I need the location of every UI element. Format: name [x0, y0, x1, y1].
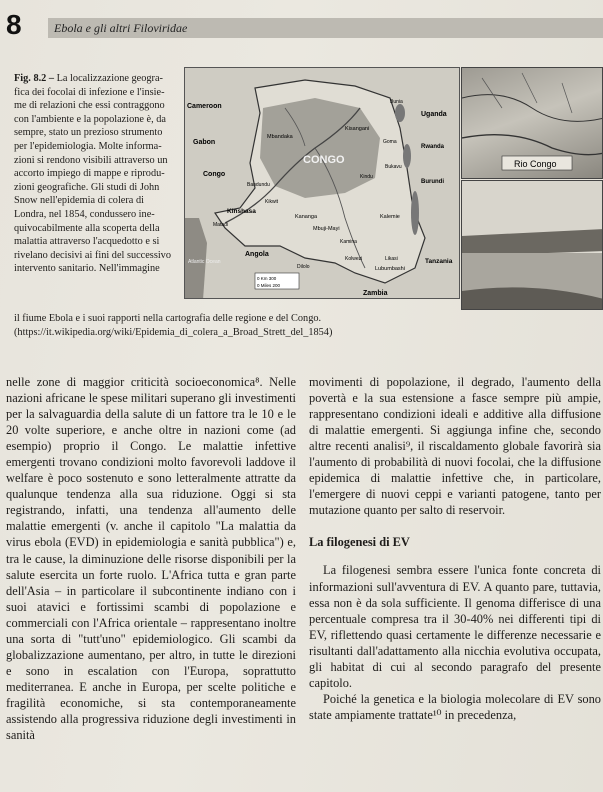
map-label-likasi: Likasi	[385, 256, 398, 262]
map-label-cameroon: Cameroon	[187, 103, 222, 110]
lake-tanganyika	[411, 191, 419, 235]
caption-line: zioni si rendono visibili attraverso un	[14, 154, 168, 166]
caption-line: Snow nell'epidemia di colera di	[14, 195, 144, 207]
lake-albert	[395, 104, 405, 122]
caption-source-url: (https://it.wikipedia.org/wiki/Epidemia_di_colera_a_Broad_Strett_del_1854)	[14, 326, 333, 338]
river-sketch-graphic	[462, 68, 603, 179]
sky	[462, 181, 603, 236]
map-label-lubumbashi: Lubumbashi	[375, 266, 405, 272]
caption-line: me di relazioni che essi contraggono	[14, 100, 165, 112]
caption-line: Londra, nel 1854, condussero ine-	[14, 208, 155, 220]
map-label-congo: Congo	[203, 171, 226, 178]
caption-line: per l'epidemiologia. Molte informa-	[14, 140, 162, 152]
body-paragraph: Poiché la genetica e la biologia molecolare di EV sono state ampiamente trattate¹⁰ in precedenza,	[309, 691, 601, 722]
map-label-mbuji-mayi: Mbuji-Mayi	[313, 226, 340, 232]
figure-caption	[14, 72, 180, 276]
river-landscape-graphic	[462, 181, 603, 310]
map-label-angola: Angola	[245, 251, 269, 258]
caption-line: accorto impiego di mappe e riprodu-	[14, 168, 165, 180]
sketch-tributary	[482, 73, 572, 113]
map-label-kisangani: Kisangani	[345, 126, 370, 132]
caption-line: il fiume Ebola e i suoi rapporti nella cartografia delle regione e del Congo.	[14, 313, 322, 324]
map-label-matadi: Matadi	[213, 222, 229, 228]
body-paragraph: La filogenesi sembra essere l'unica fonte concreta di informazioni sull'avventura di EV. A quanto pare, tuttavia, essa non è da sola sufficiente. Il genoma differisce di una percentuale compresa tra il 30-40% nei differenti tipi di EV, riflettendo quasi certamente le differenze necessarie e risultanti dall'adattamento alla nicchia evolutiva occupata, gli habitat di cui al secondo paragrafo del presente capitolo.	[309, 563, 601, 690]
map-label-burundi: Burundi	[421, 179, 444, 185]
caption-line: sempre, stato un prezioso strumento	[14, 127, 163, 139]
text-column-left	[6, 374, 296, 743]
photo-label-rio-congo: Rio Congo	[514, 159, 557, 169]
body-paragraph: nelle zone di maggior criticità socioeconomica⁸. Nelle nazioni africane le spese militari superano gli investimenti per la salvaguardia della salute di un fattore tra le 10 e le 20 volte superiore, e anche oltre in nazioni come (ad esempio) proprio il Congo. Le malattie infettive emergenti trovano condizioni molto favorevoli laddove il welfare è poco sostenuto e sono letteralmente attratte da qualunque tendenza alla sua riduzione. Oggi si sta registrando, infatti, una tendenza all'aumento delle malattie emergenti (v. anche il capitolo "La malattia da virus ebola (EVD) in epidemiologia e sanità pubblica") e, tra le cause, la diminuzione delle risorse disponibili per la salute esercita un forte ruolo. L'Africa tutta e gran parte dell'Asia – in particolare il subcontinente indiano con i suoi atavici e fortissimi scambi di popolazione e commerciali con l'Africa orientale – rappresentano inoltre una sorta di "tutt'uno" epidemiologico. Gli scambi da globalizzazione aumentano, per altro, in tutte le direzioni e sono in escalation con l'Europa, soprattutto mediterranea. E anche in Europa, per scelte politiche e fragilità economiche, si sta contemporaneamente assistendo alla progressiva riduzione degli investimenti in sanità	[6, 375, 296, 743]
text-column-right	[309, 374, 601, 723]
map-label-bukavu: Bukavu	[385, 164, 402, 170]
caption-line: con l'ambiente e la popolazione è, da	[14, 113, 166, 125]
section-heading: La filogenesi di EV	[309, 535, 410, 550]
caption-line: malattia attraverso l'acquedotto e si	[14, 236, 160, 248]
map-label-kolwezi: Kolwezi	[345, 256, 363, 262]
map-label-goma: Goma	[383, 139, 397, 145]
running-title: Ebola e gli altri Filoviridae	[48, 18, 603, 38]
river-landscape-photo	[461, 180, 603, 310]
map-label-ocean: Atlantic Ocean	[188, 259, 221, 265]
page-number: 8	[6, 9, 22, 40]
map-label-kinshasa: Kinshasa	[227, 208, 256, 215]
caption-line: fica dei focolai di infezione e l'insie-	[14, 86, 165, 98]
map-label-kikwit: Kikwit	[265, 199, 279, 205]
map-label-kamina: Kamina	[340, 239, 357, 245]
sketch-river-line	[462, 135, 603, 155]
map-label-bunia: Bunia	[390, 99, 403, 105]
map-scale-miles: 0 Miles 200	[257, 283, 281, 288]
map-label-zambia: Zambia	[363, 290, 388, 297]
caption-line: La localizzazione geogra-	[56, 73, 163, 84]
map-label-gabon: Gabon	[193, 139, 216, 146]
figure-caption-tail	[14, 312, 574, 339]
map-label-bandundu: Bandundu	[247, 182, 270, 188]
caption-line: rivelano decisivi ai fini del successivo	[14, 249, 171, 261]
caption-line: zioni geografiche. Gli studi di John	[14, 181, 160, 193]
river-sketch-image	[461, 67, 603, 179]
map-label-kindu: Kindu	[360, 174, 373, 180]
caption-line: quivocabilmente alla scoperta della	[14, 222, 160, 234]
caption-line: intervento sanitario. Nell'immagine	[14, 263, 160, 275]
map-label-kananga: Kananga	[295, 214, 318, 220]
body-paragraph: movimenti di popolazione, il degrado, l'aumento della povertà e la sua estensione a fasce sempre più ampie, rappresentano condizioni ideali e additive alla diffusione di malattie emergenti. Si aggiunga infine che, secondo altre recenti analisi⁹, il riscaldamento globale favorirà sia l'aumento di probabilità di nuovi focolai, che la diffusione epidemica di malattie infettive che, in particolare, l'emergere di nuovi ceppi e varianti patogene, tanto per mutazione quanto per salto di reservoir.	[309, 375, 601, 518]
map-label-mbandaka: Mbandaka	[267, 134, 293, 140]
map-label-center-congo: CONGO	[303, 154, 345, 166]
congo-map	[184, 67, 460, 299]
figure-label: Fig. 8.2 –	[14, 73, 55, 84]
map-label-dilolo: Dilolo	[297, 264, 310, 270]
page-header	[4, 8, 603, 44]
map-scale-km: 0 Km 300	[257, 276, 277, 281]
map-label-uganda: Uganda	[421, 111, 447, 118]
lake-kivu	[403, 144, 411, 168]
congo-map-graphic	[185, 68, 460, 299]
sketch-river-line	[462, 95, 603, 122]
map-label-tanzania: Tanzania	[425, 258, 453, 265]
map-label-kalemie: Kalemie	[380, 214, 400, 220]
map-label-rwanda: Rwanda	[421, 144, 445, 150]
